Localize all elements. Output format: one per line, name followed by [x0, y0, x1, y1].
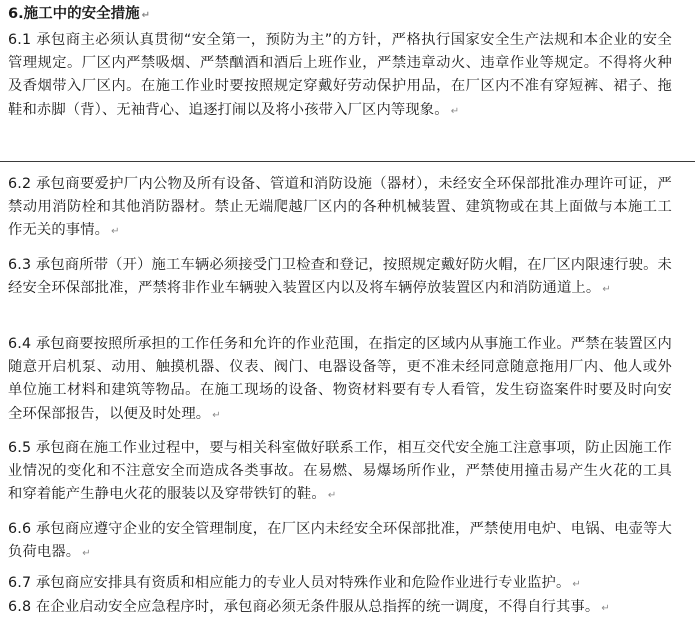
paragraph-text: 6.8 在企业启动安全应急程序时，承包商必须无条件服从总指挥的统一调度，不得自行其事。: [8, 599, 600, 615]
paragraph-mark-icon: ↵: [111, 226, 120, 238]
paragraph-mark-icon: ↵: [572, 579, 581, 590]
paragraph-mark-icon: ↵: [82, 548, 91, 560]
paragraph-mark-icon: ↵: [327, 490, 337, 502]
paragraph-text: 6.5 承包商在施工作业过程中，要与相关科室做好联系工作，相互交代安全施工注意事项，防止因施工作业情况的变化和不注意安全而造成各类事故。在易燃、易爆场所作业，严禁使用撞击易产生火花的工具和穿着能产生静电火花的服装以及穿带铁钉的鞋。: [8, 440, 672, 503]
paragraph-mark-icon: ↵: [602, 284, 611, 296]
paragraph-6-6: [8, 518, 672, 565]
paragraph-text: 6.4 承包商要按照所承担的工作任务和允许的作业范围，在指定的区域内从事施工作业。严禁在装置区内随意开启机泵、动用、触摸机器、仪表、阀门、电器设备等，更不准未经同意随意拖用厂内、他人或外单位施工材料和建筑等物品。在施工现场的设备、物资材料要有专人看管，发生窃盗案件时要及时向安全环保部报告，以便及时处理。: [8, 336, 672, 422]
paragraph-6-5: [8, 437, 672, 508]
paragraph-6-2: [8, 173, 672, 244]
paragraph-mark-icon: ↵: [450, 105, 460, 117]
section-heading-text: 6.施工中的安全措施: [8, 6, 140, 22]
paragraph-text: 6.2 承包商要爱护厂内公物及所有设备、管道和消防设施（器材），未经安全环保部批准办理许可证，严禁动用消防栓和其他消防器材。禁止无端爬越厂区内的各种机械装置、建筑物或在其上面做与本施工工作无关的事情。: [8, 176, 672, 239]
paragraph-text: 6.1 承包商主必须认真贯彻“安全第一，预防为主”的方针，严格执行国家安全生产法规和本企业的安全管理规定。厂区内严禁吸烟、严禁酗酒和酒后上班作业，严禁违章动火、违章作业等规定。不得将火种及香烟带入厂区内。在施工作业时要按照规定穿戴好劳动保护用品，在厂区内不准有穿短裤、裙子、拖鞋和赤脚（背）、无袖背心、追逐打闹以及将小孩带入厂区内等现象。: [8, 32, 672, 118]
paragraph-mark-icon: ↵: [212, 409, 221, 421]
page-break-divider: [0, 161, 695, 162]
paragraph-text: 6.7 承包商应安排具有资质和相应能力的专业人员对特殊作业和危险作业进行专业监护。: [8, 575, 571, 591]
paragraph-6-3: [8, 254, 672, 301]
paragraph-6-1: [8, 29, 672, 123]
paragraph-text: 6.6 承包商应遵守企业的安全管理制度，在厂区内未经安全环保部批准，严禁使用电炉、电锅、电壶等大负荷电器。: [8, 521, 672, 561]
paragraph-6-8: [8, 596, 672, 620]
paragraph-6-7: [8, 572, 672, 596]
section-heading: [8, 4, 672, 26]
paragraph-mark-icon: ↵: [141, 10, 150, 21]
paragraph-text: 6.3 承包商所带（开）施工车辆必须接受门卫检查和登记，按照规定戴好防火帽，在厂区内限速行驶。未经安全环保部批准，严禁将非作业车辆驶入装置区内以及将车辆停放装置区内和消防通道上。: [8, 257, 672, 297]
paragraph-mark-icon: ↵: [601, 603, 610, 614]
paragraph-6-4: [8, 333, 672, 427]
